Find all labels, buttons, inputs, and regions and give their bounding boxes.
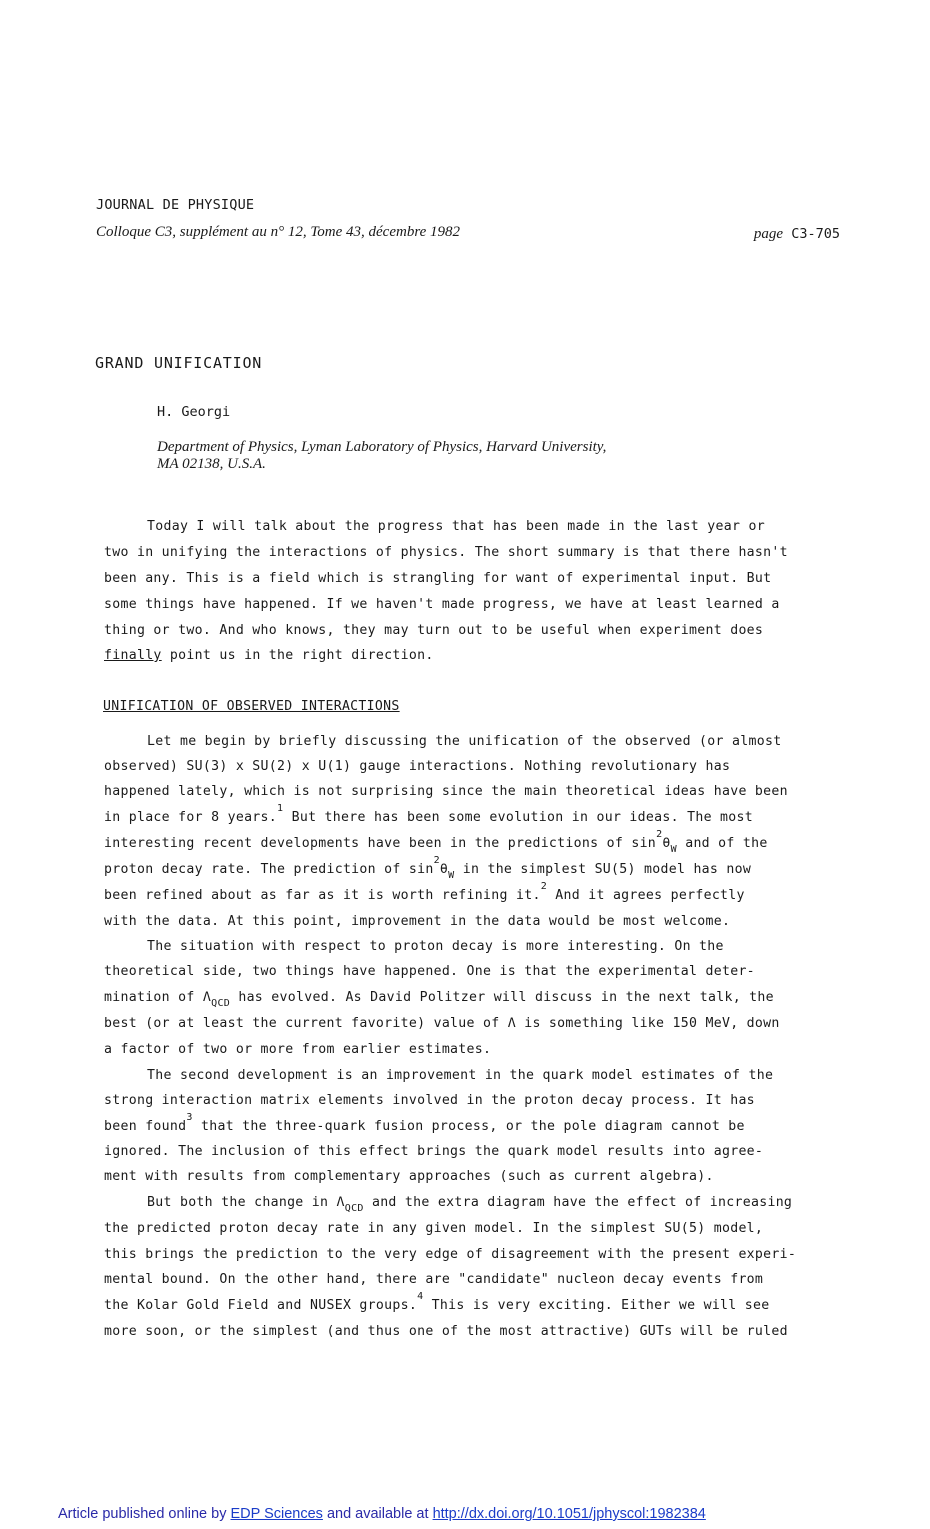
page-label: page <box>753 226 784 242</box>
journal-name: JOURNAL DE PHYSIQUE <box>96 197 255 213</box>
citation-2: 2 <box>540 881 548 892</box>
text-line: Let me begin by briefly discussing the unification of the observed (or almost <box>147 734 782 749</box>
publication-footer: Article published online by EDP Sciences and available at http://dx.doi.org/10.1051/jphyscol:1982384 <box>58 1506 706 1522</box>
text-line: Today I will talk about the progress that has been made in the last year or <box>147 519 765 534</box>
author-affiliation <box>157 439 606 473</box>
emphasis-finally: finally <box>104 648 162 663</box>
text-line: with the data. At this point, improvement in the data would be most welcome. <box>104 914 731 929</box>
affiliation-line-1: Department of Physics, Lyman Laboratory of Physics, Harvard University, <box>157 439 607 455</box>
text-line: best (or at least the current favorite) value of Λ is something like 150 MeV, down <box>104 1016 780 1031</box>
affiliation-line-2: MA 02138, U.S.A. <box>157 456 266 472</box>
text-line: strong interaction matrix elements involved in the proton decay process. It has <box>104 1093 755 1108</box>
page-number-value: C3-705 <box>791 226 840 242</box>
text-line: in place for 8 years.$^1$ But there has been some evolution in our ideas. The most <box>104 803 754 825</box>
text-line: proton decay rate. The prediction of $\sin^2\theta_W$ in the simplest SU(5) model has now <box>104 855 752 881</box>
citation-4: 4 <box>417 1291 424 1302</box>
text-line: the predicted proton decay rate in any given model. In the simplest SU(5) model, <box>104 1221 764 1236</box>
doi-link[interactable]: http://dx.doi.org/10.1051/jphyscol:1982384 <box>432 1506 706 1522</box>
text-line: interesting recent developments have been in the predictions of $\sin^2\theta_W$ and of the <box>104 829 768 855</box>
text-line: some things have happened. If we haven't made progress, we have at least learned a <box>104 597 780 612</box>
page-number <box>754 226 840 243</box>
text-line: The second development is an improvement in the quark model estimates of the <box>147 1068 774 1083</box>
text-line: happened lately, which is not surprising since the main theoretical ideas have been <box>104 784 788 799</box>
text-line: been refined about as far as it is worth refining it.$^2$ And it agrees perfectly <box>104 881 745 903</box>
text-line: But both the change in $\Lambda_{QCD}$ and the extra diagram have the effect of increasing <box>147 1195 793 1214</box>
text-line: observed) SU(3) x SU(2) x U(1) gauge interactions. Nothing revolutionary has <box>104 759 731 774</box>
text-line: two in unifying the interactions of physics. The short summary is that there hasn't <box>104 545 788 560</box>
text-line: The situation with respect to proton decay is more interesting. On the <box>147 939 724 954</box>
article-title: GRAND UNIFICATION <box>95 354 263 372</box>
author-name: H. Georgi <box>157 404 231 420</box>
text-line: this brings the prediction to the very edge of disagreement with the present experi- <box>104 1247 797 1262</box>
text-line: finally point us in the right direction. <box>104 648 434 663</box>
text-line: the Kolar Gold Field and NUSEX groups.$^4$ This is very exciting. Either we will see <box>104 1291 770 1313</box>
text-line: more soon, or the simplest (and thus one of the most attractive) GUTs will be ruled <box>104 1324 788 1339</box>
text-line: a factor of two or more from earlier estimates. <box>104 1042 492 1057</box>
text-line: been any. This is a field which is strangling for want of experimental input. But <box>104 571 772 586</box>
citation-3: 3 <box>186 1112 193 1123</box>
text-line: ment with results from complementary approaches (such as current algebra). <box>104 1169 714 1184</box>
text-line: theoretical side, two things have happened. One is that the experimental deter- <box>104 964 755 979</box>
text-line: mental bound. On the other hand, there are "candidate" nucleon decay events from <box>104 1272 764 1287</box>
text-line: been found$^3$ that the three-quark fusion process, or the pole diagram cannot be <box>104 1112 745 1134</box>
colloque-info: Colloque C3, supplément au n° 12, Tome 43, décembre 1982 <box>96 224 461 240</box>
text-line: ignored. The inclusion of this effect brings the quark model results into agree- <box>104 1144 764 1159</box>
text-line: mination of $\Lambda_{QCD}$ has evolved. As David Politzer will discuss in the next talk, the <box>104 990 774 1009</box>
text-line: thing or two. And who knows, they may turn out to be useful when experiment does <box>104 623 764 638</box>
publisher-link[interactable]: EDP Sciences <box>230 1506 323 1522</box>
section-heading: UNIFICATION OF OBSERVED INTERACTIONS <box>103 699 400 714</box>
citation-1: 1 <box>277 803 284 814</box>
